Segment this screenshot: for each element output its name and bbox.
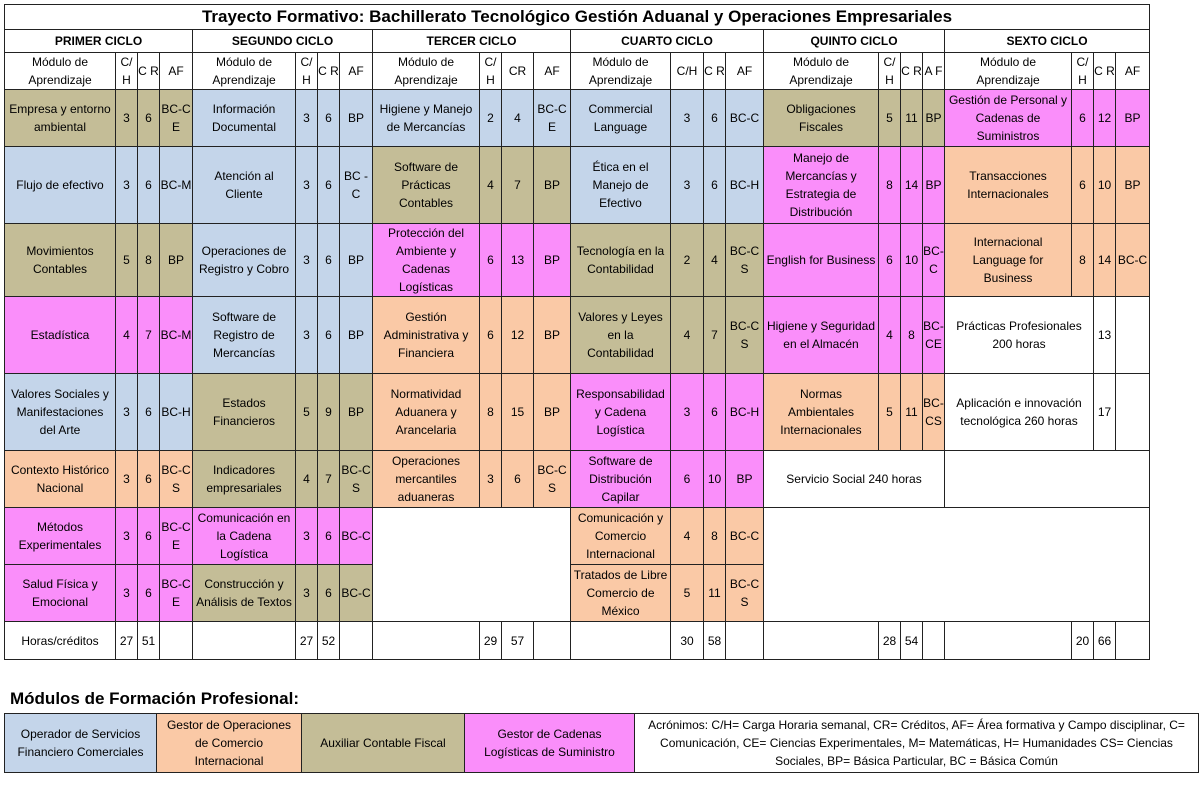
column-header: C/ H xyxy=(296,53,318,90)
column-header: C/ H xyxy=(879,53,901,90)
formative-area: BC-CS xyxy=(923,374,945,451)
weekly-hours: 5 xyxy=(879,90,901,147)
module-name: Transacciones Internacionales xyxy=(945,147,1072,224)
credits: 13 xyxy=(1094,297,1116,374)
column-header: C/ H xyxy=(1072,53,1094,90)
empty-cell xyxy=(373,508,571,622)
formative-area: BC-H xyxy=(726,147,764,224)
total-hours: 29 xyxy=(480,622,502,660)
module-name: Internacional Language for Business xyxy=(945,224,1072,297)
module-name: Comunicación en la Cadena Logística xyxy=(193,508,296,565)
total-hours: 28 xyxy=(879,622,901,660)
credits: 6 xyxy=(318,508,340,565)
module-name: Normatividad Aduanera y Arancelaria xyxy=(373,374,480,451)
column-header: Módulo de Aprendizaje xyxy=(571,53,671,90)
credits: 6 xyxy=(704,90,726,147)
weekly-hours: 3 xyxy=(296,224,318,297)
module-name: Operaciones mercantiles aduaneras xyxy=(373,451,480,508)
weekly-hours: 3 xyxy=(116,90,138,147)
total-credits: 51 xyxy=(138,622,160,660)
formative-area: BC-CE xyxy=(160,508,193,565)
totals-label xyxy=(945,622,1072,660)
weekly-hours: 5 xyxy=(296,374,318,451)
totals-row xyxy=(5,622,1150,660)
credits: 11 xyxy=(901,374,923,451)
column-header: C R xyxy=(901,53,923,90)
totals-label xyxy=(193,622,296,660)
credits: 8 xyxy=(901,297,923,374)
column-header: C R xyxy=(704,53,726,90)
formative-area: BP xyxy=(534,224,571,297)
module-name: Comunicación y Comercio Internacional xyxy=(571,508,671,565)
column-header: CR xyxy=(502,53,534,90)
formative-area: BC-C xyxy=(340,565,373,622)
empty-cell xyxy=(726,622,764,660)
module-name: Valores y Leyes en la Contabilidad xyxy=(571,297,671,374)
formative-area: BC-CE xyxy=(923,297,945,374)
weekly-hours: 3 xyxy=(116,565,138,622)
formative-area: BC - C xyxy=(340,147,373,224)
total-credits: 54 xyxy=(901,622,923,660)
weekly-hours: 3 xyxy=(480,451,502,508)
column-header: C/H xyxy=(671,53,704,90)
column-header: Módulo de Aprendizaje xyxy=(5,53,116,90)
table-row xyxy=(5,90,1150,147)
formative-area: BC-CS xyxy=(726,297,764,374)
weekly-hours: 6 xyxy=(1072,147,1094,224)
legend-item-gestor-comercio: Gestor de Operaciones de Comercio Internacional xyxy=(157,714,302,773)
formative-area: BP xyxy=(923,147,945,224)
module-name: Higiene y Manejo de Mercancías xyxy=(373,90,480,147)
module-name: English for Business xyxy=(764,224,879,297)
module-name: Empresa y entorno ambiental xyxy=(5,90,116,147)
column-header: AF xyxy=(726,53,764,90)
module-name: Construcción y Análisis de Textos xyxy=(193,565,296,622)
formative-area: BC-H xyxy=(160,374,193,451)
weekly-hours: 3 xyxy=(116,451,138,508)
credits: 6 xyxy=(138,508,160,565)
column-header-row xyxy=(5,53,1150,90)
module-name: Tratados de Libre Comercio de México xyxy=(571,565,671,622)
module-name: Estados Financieros xyxy=(193,374,296,451)
weekly-hours: 3 xyxy=(116,508,138,565)
empty-cell xyxy=(1116,374,1150,451)
formative-area: BC-CS xyxy=(726,565,764,622)
column-header: Módulo de Aprendizaje xyxy=(764,53,879,90)
table-row xyxy=(5,451,1150,508)
totals-label: Horas/créditos xyxy=(5,622,116,660)
cycle-header: SEGUNDO CICLO xyxy=(193,30,373,53)
formative-area: BC-CE xyxy=(160,565,193,622)
credits: 6 xyxy=(318,90,340,147)
formative-area: BP xyxy=(160,224,193,297)
weekly-hours: 3 xyxy=(296,147,318,224)
formative-area: BC-C xyxy=(726,90,764,147)
formative-area: BP xyxy=(534,374,571,451)
weekly-hours: 3 xyxy=(671,147,704,224)
credits: 6 xyxy=(318,224,340,297)
credits: 6 xyxy=(318,147,340,224)
formative-area: BP xyxy=(340,297,373,374)
credits: 12 xyxy=(502,297,534,374)
column-header: A F xyxy=(923,53,945,90)
credits: 10 xyxy=(1094,147,1116,224)
weekly-hours: 6 xyxy=(879,224,901,297)
credits: 6 xyxy=(138,90,160,147)
credits: 6 xyxy=(138,451,160,508)
weekly-hours: 5 xyxy=(671,565,704,622)
cycle-header-row xyxy=(5,30,1150,53)
weekly-hours: 5 xyxy=(116,224,138,297)
formative-area: BP xyxy=(1116,147,1150,224)
empty-cell xyxy=(534,622,571,660)
total-credits: 66 xyxy=(1094,622,1116,660)
weekly-hours: 6 xyxy=(1072,90,1094,147)
credits: 8 xyxy=(138,224,160,297)
credits: 9 xyxy=(318,374,340,451)
credits: 6 xyxy=(138,565,160,622)
weekly-hours: 4 xyxy=(671,508,704,565)
credits: 10 xyxy=(901,224,923,297)
formative-area: BP xyxy=(340,224,373,297)
cycle-header: CUARTO CICLO xyxy=(571,30,764,53)
credits: 15 xyxy=(502,374,534,451)
credits: 7 xyxy=(502,147,534,224)
empty-cell xyxy=(1116,622,1150,660)
column-header: C/ H xyxy=(116,53,138,90)
cycle-header: QUINTO CICLO xyxy=(764,30,945,53)
formative-area: BP xyxy=(340,90,373,147)
weekly-hours: 2 xyxy=(671,224,704,297)
table-row xyxy=(5,147,1150,224)
formative-area: BC-CS xyxy=(534,451,571,508)
empty-cell xyxy=(923,622,945,660)
formative-area: BC-CS xyxy=(340,451,373,508)
module-name: Ética en el Manejo de Efectivo xyxy=(571,147,671,224)
module-name: Indicadores empresariales xyxy=(193,451,296,508)
formative-area: BC-C xyxy=(340,508,373,565)
weekly-hours: 3 xyxy=(296,297,318,374)
total-hours: 30 xyxy=(671,622,704,660)
total-credits: 52 xyxy=(318,622,340,660)
formative-area: BP xyxy=(340,374,373,451)
module-name: Valores Sociales y Manifestaciones del Arte xyxy=(5,374,116,451)
credits: 7 xyxy=(138,297,160,374)
module-name: Commercial Language xyxy=(571,90,671,147)
credits: 6 xyxy=(704,147,726,224)
weekly-hours: 4 xyxy=(116,297,138,374)
totals-label xyxy=(373,622,480,660)
formative-area: BC-C xyxy=(923,224,945,297)
total-hours: 27 xyxy=(296,622,318,660)
empty-cell xyxy=(340,622,373,660)
weekly-hours: 3 xyxy=(671,374,704,451)
legend-item-auxiliar-contable: Auxiliar Contable Fiscal xyxy=(302,714,465,773)
weekly-hours: 3 xyxy=(296,565,318,622)
page-title: Trayecto Formativo: Bachillerato Tecnológico Gestión Aduanal y Operaciones Empresariales xyxy=(5,5,1150,30)
column-header: Módulo de Aprendizaje xyxy=(373,53,480,90)
weekly-hours: 5 xyxy=(879,374,901,451)
column-header: C R xyxy=(318,53,340,90)
weekly-hours: 4 xyxy=(671,297,704,374)
module-name: Información Documental xyxy=(193,90,296,147)
total-hours: 20 xyxy=(1072,622,1094,660)
module-name: Métodos Experimentales xyxy=(5,508,116,565)
weekly-hours: 8 xyxy=(480,374,502,451)
empty-cell xyxy=(764,508,1150,622)
formative-area: BC-CS xyxy=(160,451,193,508)
formative-area: BC-H xyxy=(726,374,764,451)
credits: 4 xyxy=(704,224,726,297)
empty-cell xyxy=(160,622,193,660)
formative-area: BC-M xyxy=(160,147,193,224)
legend-item-gestor-cadenas: Gestor de Cadenas Logísticas de Suministro xyxy=(465,714,635,773)
credits: 11 xyxy=(901,90,923,147)
column-header: C/ H xyxy=(480,53,502,90)
weekly-hours: 6 xyxy=(480,297,502,374)
cycle-header: PRIMER CICLO xyxy=(5,30,193,53)
formative-area: BC-CS xyxy=(726,224,764,297)
formative-area: BC-C xyxy=(1116,224,1150,297)
practicas-profesionales: Prácticas Profesionales 200 horas xyxy=(945,297,1094,374)
credits: 13 xyxy=(502,224,534,297)
module-name: Atención al Cliente xyxy=(193,147,296,224)
weekly-hours: 4 xyxy=(296,451,318,508)
credits: 11 xyxy=(704,565,726,622)
module-name: Software de Distribución Capilar xyxy=(571,451,671,508)
formative-area: BP xyxy=(726,451,764,508)
formative-area: BC-CE xyxy=(534,90,571,147)
table-row xyxy=(5,297,1150,374)
table-row xyxy=(5,374,1150,451)
legend-item-operador: Operador de Servicios Financiero Comerciales xyxy=(5,714,157,773)
weekly-hours: 4 xyxy=(480,147,502,224)
formative-area: BP xyxy=(923,90,945,147)
column-header: C R xyxy=(1094,53,1116,90)
servicio-social: Servicio Social 240 horas xyxy=(764,451,945,508)
table-row xyxy=(5,508,1150,565)
module-name: Movimientos Contables xyxy=(5,224,116,297)
weekly-hours: 3 xyxy=(296,90,318,147)
weekly-hours: 6 xyxy=(671,451,704,508)
module-name: Software de Registro de Mercancías xyxy=(193,297,296,374)
credits: 7 xyxy=(704,297,726,374)
module-name: Salud Física y Emocional xyxy=(5,565,116,622)
legend-row xyxy=(5,714,1199,773)
module-name: Gestión de Personal y Cadenas de Suministros xyxy=(945,90,1072,147)
total-credits: 58 xyxy=(704,622,726,660)
formative-area: BP xyxy=(534,297,571,374)
credits: 6 xyxy=(704,374,726,451)
module-name: Higiene y Seguridad en el Almacén xyxy=(764,297,879,374)
aplicacion-innovacion: Aplicación e innovación tecnológica 260 horas xyxy=(945,374,1094,451)
credits: 8 xyxy=(704,508,726,565)
total-hours: 27 xyxy=(116,622,138,660)
legend-acronyms: Acrónimos: C/H= Carga Horaria semanal, CR= Créditos, AF= Área formativa y Campo disciplinar, C= Comunicación, CE= Ciencias Experimentales, M= Matemáticas, H= Humanidades CS= Ciencias Sociales, BP= Básica Particular, BC = Básica Común xyxy=(635,714,1199,773)
column-header: C R xyxy=(138,53,160,90)
credits: 14 xyxy=(1094,224,1116,297)
weekly-hours: 6 xyxy=(480,224,502,297)
total-credits: 57 xyxy=(502,622,534,660)
module-name: Estadística xyxy=(5,297,116,374)
title-row xyxy=(5,5,1150,30)
module-name: Protección del Ambiente y Cadenas Logísticas xyxy=(373,224,480,297)
credits: 6 xyxy=(318,297,340,374)
column-header: Módulo de Aprendizaje xyxy=(945,53,1072,90)
credits: 10 xyxy=(704,451,726,508)
credits: 14 xyxy=(901,147,923,224)
weekly-hours: 2 xyxy=(480,90,502,147)
column-header: AF xyxy=(534,53,571,90)
module-name: Normas Ambientales Internacionales xyxy=(764,374,879,451)
weekly-hours: 3 xyxy=(116,374,138,451)
empty-cell xyxy=(945,451,1150,508)
weekly-hours: 3 xyxy=(296,508,318,565)
cycle-header: SEXTO CICLO xyxy=(945,30,1150,53)
legend-table xyxy=(4,713,1199,773)
column-header: AF xyxy=(160,53,193,90)
module-name: Obligaciones Fiscales xyxy=(764,90,879,147)
module-name: Tecnología en la Contabilidad xyxy=(571,224,671,297)
column-header: AF xyxy=(340,53,373,90)
credits: 6 xyxy=(138,147,160,224)
legend-title: Módulos de Formación Profesional: xyxy=(10,689,300,708)
credits: 17 xyxy=(1094,374,1116,451)
formative-area: BC-M xyxy=(160,297,193,374)
weekly-hours: 3 xyxy=(671,90,704,147)
formative-area: BC-C xyxy=(726,508,764,565)
credits: 6 xyxy=(138,374,160,451)
credits: 6 xyxy=(318,565,340,622)
weekly-hours: 8 xyxy=(879,147,901,224)
module-name: Responsabilidad y Cadena Logística xyxy=(571,374,671,451)
column-header: AF xyxy=(1116,53,1150,90)
credits: 7 xyxy=(318,451,340,508)
weekly-hours: 4 xyxy=(879,297,901,374)
totals-label xyxy=(571,622,671,660)
module-name: Flujo de efectivo xyxy=(5,147,116,224)
weekly-hours: 3 xyxy=(116,147,138,224)
cycle-header: TERCER CICLO xyxy=(373,30,571,53)
empty-cell xyxy=(1116,297,1150,374)
table-row xyxy=(5,224,1150,297)
module-name: Operaciones de Registro y Cobro xyxy=(193,224,296,297)
formative-area: BP xyxy=(534,147,571,224)
module-name: Contexto Histórico Nacional xyxy=(5,451,116,508)
credits: 6 xyxy=(502,451,534,508)
curriculum-table xyxy=(4,4,1150,660)
totals-label xyxy=(764,622,879,660)
formative-area: BC-CE xyxy=(160,90,193,147)
column-header: Módulo de Aprendizaje xyxy=(193,53,296,90)
module-name: Software de Prácticas Contables xyxy=(373,147,480,224)
weekly-hours: 8 xyxy=(1072,224,1094,297)
credits: 12 xyxy=(1094,90,1116,147)
module-name: Gestión Administrativa y Financiera xyxy=(373,297,480,374)
formative-area: BP xyxy=(1116,90,1150,147)
credits: 4 xyxy=(502,90,534,147)
module-name: Manejo de Mercancías y Estrategia de Distribución xyxy=(764,147,879,224)
